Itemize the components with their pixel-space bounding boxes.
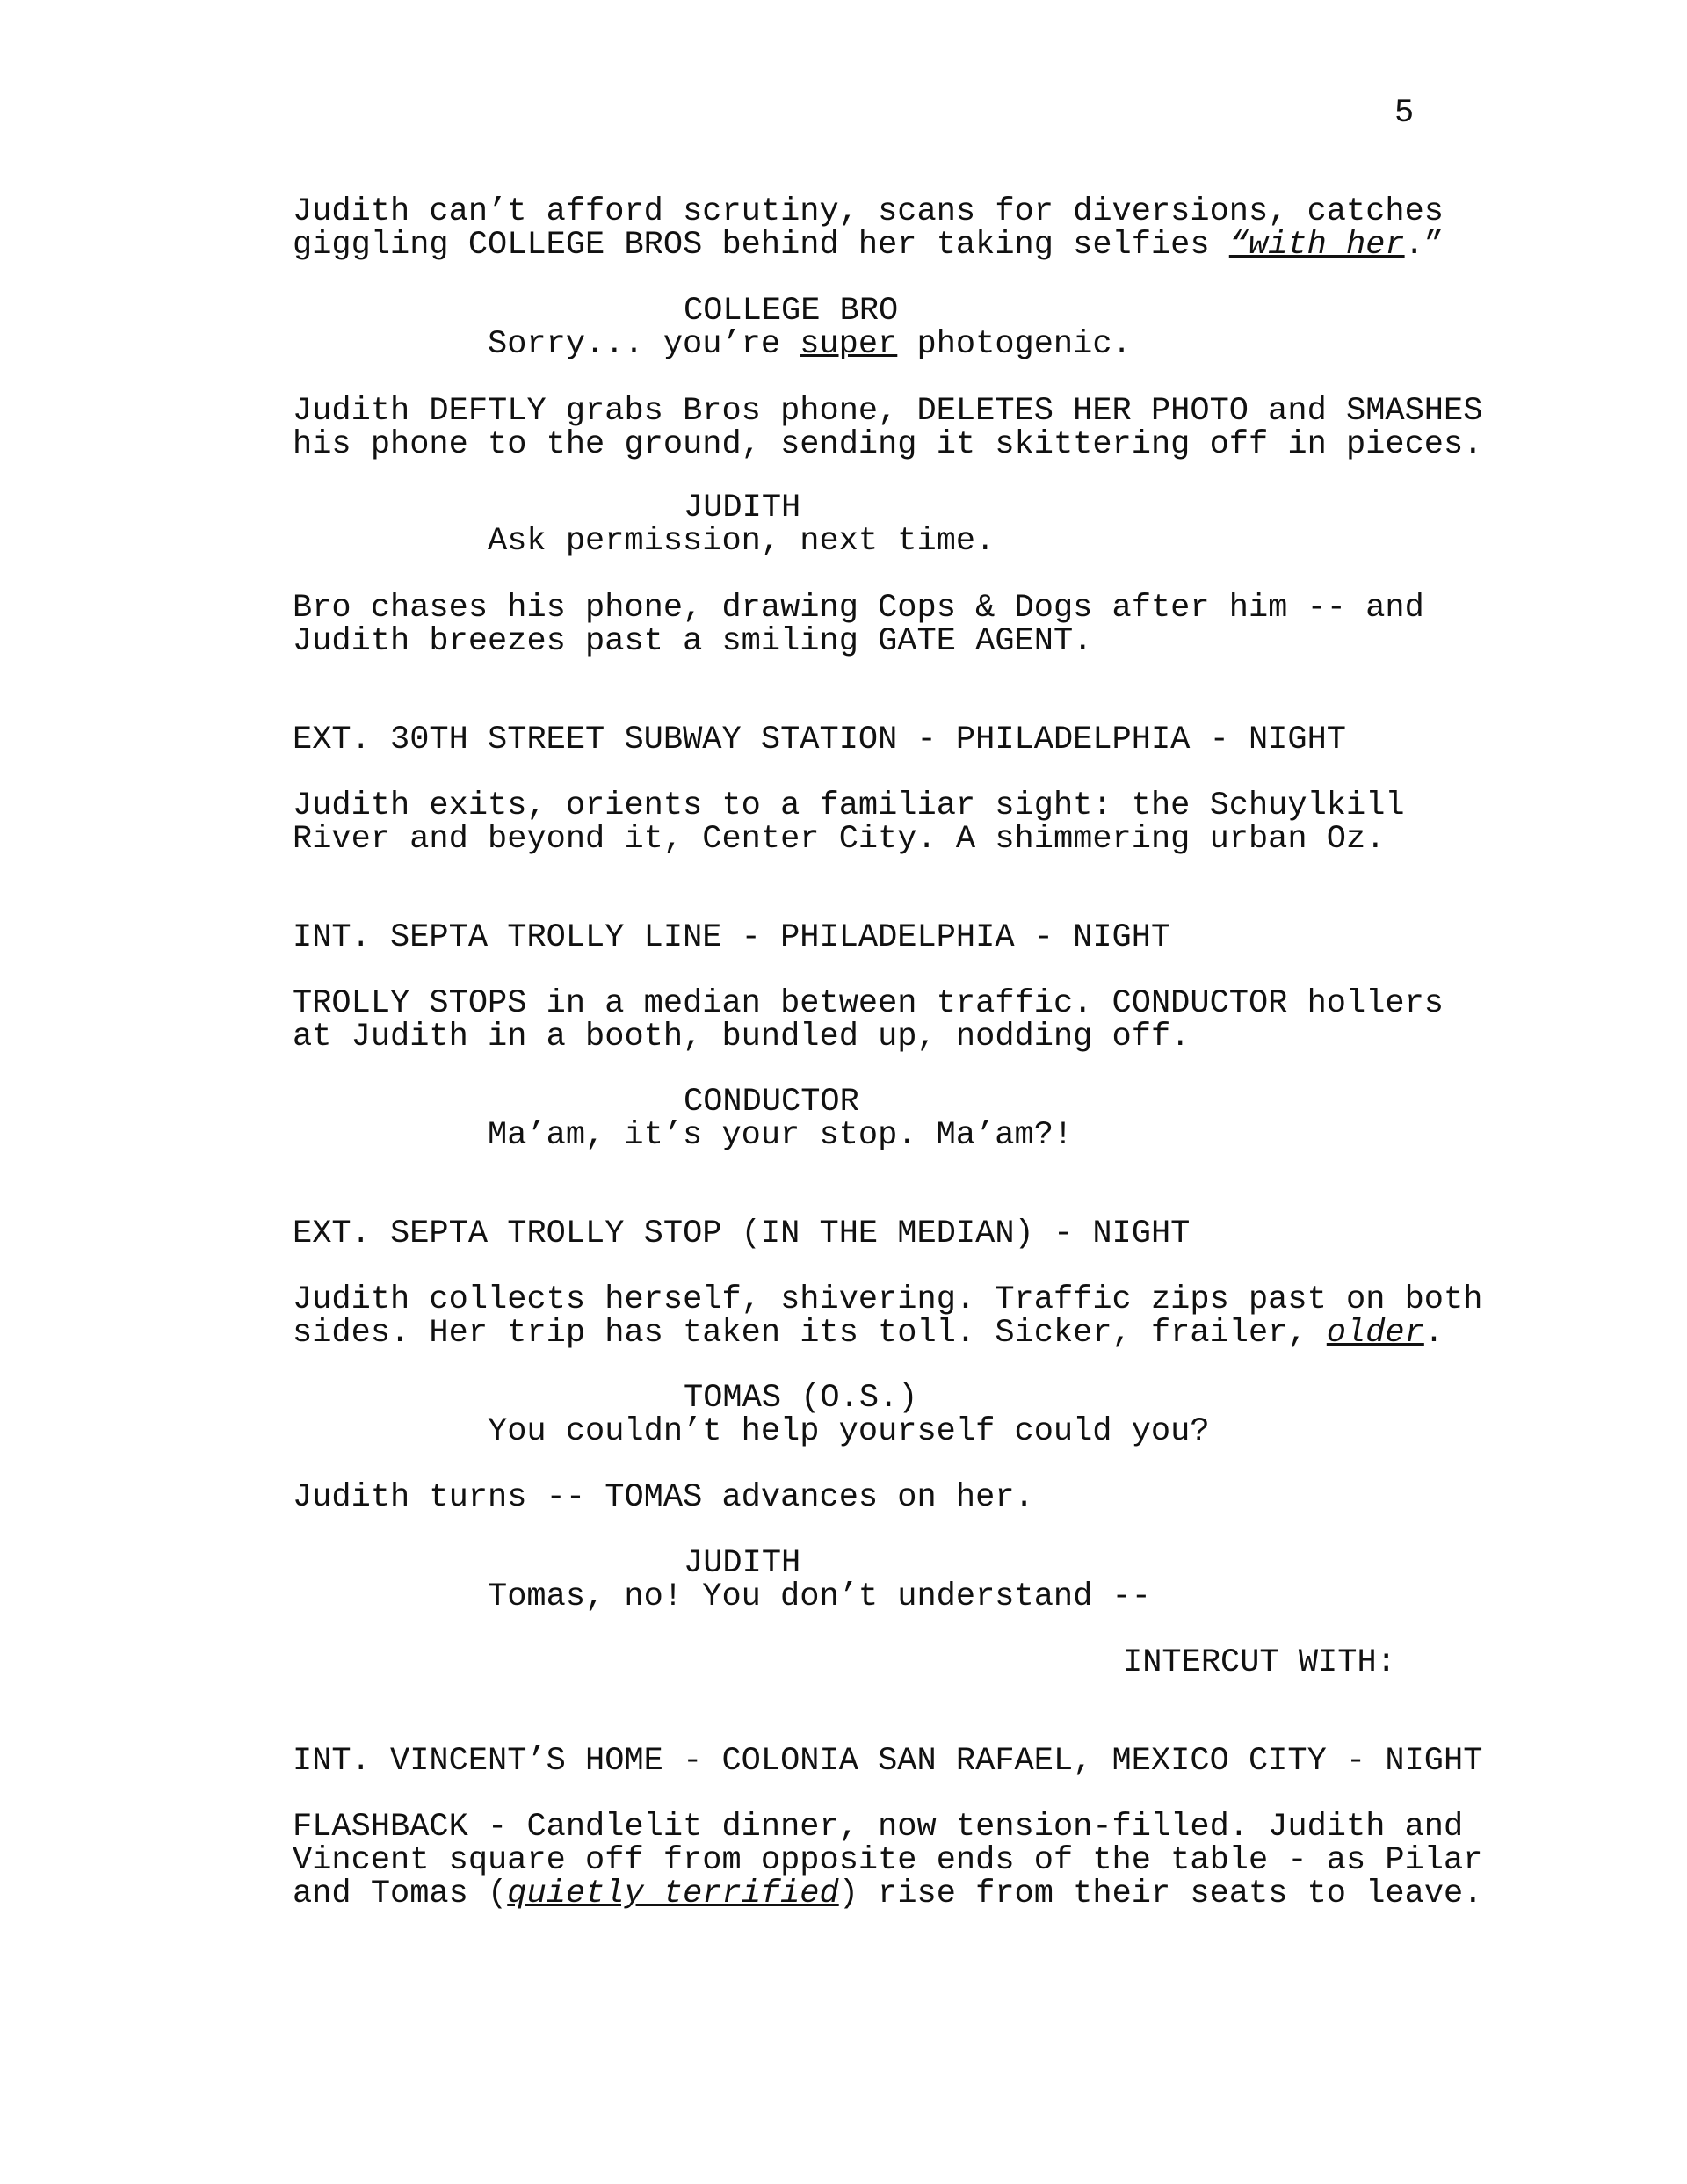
action-line	[293, 987, 1444, 1054]
emphasis-text: “with her	[1228, 227, 1405, 264]
dialogue-line	[488, 328, 1132, 361]
action-text: TROLLY STOPS in a median between traffic. CONDUCTOR hollers	[293, 985, 1444, 1022]
scene-heading: INT. SEPTA TROLLY LINE - PHILADELPHIA - NIGHT	[293, 919, 1171, 956]
emphasis-text: quietly terrified	[507, 1876, 839, 1912]
action-text: his phone to the ground, sending it skittering off in pieces.	[293, 426, 1483, 463]
action-text: Judith collects herself, shivering. Traffic zips past on both	[293, 1281, 1483, 1318]
character-name: TOMAS (O.S.)	[684, 1380, 918, 1417]
dialogue-line: Ma’am, it’s your stop. Ma’am?!	[488, 1117, 1074, 1154]
scene-heading: INT. VINCENT’S HOME - COLONIA SAN RAFAEL, MEXICO CITY - NIGHT	[293, 1743, 1483, 1780]
scene-heading: EXT. SEPTA TROLLY STOP (IN THE MEDIAN) - NIGHT	[293, 1215, 1191, 1252]
action-text: ) rise from their seats to leave.	[838, 1876, 1483, 1912]
action-line	[293, 395, 1482, 461]
action-text: Judith breezes past a smiling GATE AGENT.	[293, 623, 1093, 660]
action-text: Judith DEFTLY grabs Bros phone, DELETES HER PHOTO and SMASHES	[293, 393, 1483, 430]
action-line	[293, 1283, 1482, 1350]
dialogue-line: Tomas, no! You don’t understand --	[488, 1578, 1151, 1615]
action-line	[293, 789, 1405, 856]
action-text: River and beyond it, Center City. A shimmering urban Oz.	[293, 821, 1386, 858]
action-line	[293, 195, 1444, 262]
action-text: sides. Her trip has taken its toll. Sicker, frailer,	[293, 1315, 1327, 1352]
dialogue-line: Ask permission, next time.	[488, 523, 996, 560]
action-text: at Judith in a booth, bundled up, nodding off.	[293, 1019, 1191, 1056]
emphasis-text: older	[1326, 1315, 1424, 1352]
action-text: and Tomas (	[293, 1876, 508, 1912]
action-line	[293, 1810, 1482, 1911]
action-text: .	[1423, 1315, 1444, 1352]
dialogue-line: You couldn’t help yourself could you?	[488, 1413, 1210, 1450]
action-text: Bro chases his phone, drawing Cops & Dogs after him -- and	[293, 590, 1424, 627]
character-name: CONDUCTOR	[684, 1084, 859, 1121]
action-text: Judith exits, orients to a familiar sight: the Schuylkill	[293, 787, 1405, 824]
character-name: JUDITH	[684, 1545, 801, 1582]
action-text: FLASHBACK - Candlelit dinner, now tension-filled. Judith and	[293, 1809, 1464, 1846]
transition: INTERCUT WITH:	[1123, 1644, 1396, 1681]
emphasis-text: super	[800, 326, 898, 363]
action-line: Judith turns -- TOMAS advances on her.	[293, 1479, 1034, 1516]
action-line	[293, 591, 1424, 658]
action-text: giggling COLLEGE BROS behind her taking selfies	[293, 227, 1229, 264]
scene-heading: EXT. 30TH STREET SUBWAY STATION - PHILADELPHIA - NIGHT	[293, 722, 1346, 758]
action-text: Judith can’t afford scrutiny, scans for diversions, catches	[293, 193, 1444, 230]
character-name: JUDITH	[684, 490, 801, 526]
dialogue-text: photogenic.	[897, 326, 1132, 363]
character-name: COLLEGE BRO	[684, 293, 899, 330]
page-number: 5	[1394, 95, 1415, 132]
action-text: Vincent square off from opposite ends of the table - as Pilar	[293, 1842, 1483, 1879]
dialogue-text: Sorry... you’re	[488, 326, 800, 363]
action-text: .”	[1404, 227, 1444, 264]
